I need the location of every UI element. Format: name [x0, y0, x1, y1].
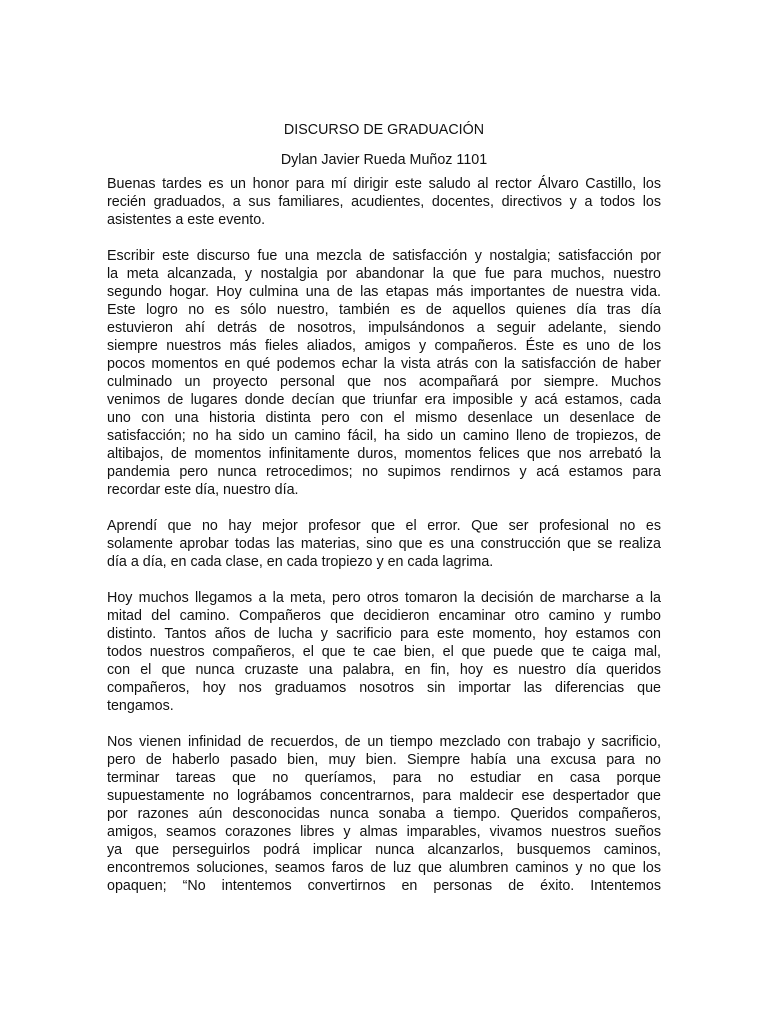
- author-line: Dylan Javier Rueda Muñoz 1101: [280, 152, 488, 168]
- paragraph: [107, 589, 661, 715]
- paragraph: [107, 175, 661, 229]
- text-line: ya que perseguirlos podrá implicar nunca alcanzarlos, busquemos caminos,: [107, 842, 661, 858]
- text-line: mitad del camino. Compañeros que decidieron encaminar otro camino y rumbo: [107, 608, 661, 624]
- text-line: Escribir este discurso fue una mezcla de satisfacción y nostalgia; satisfacción por: [107, 248, 661, 264]
- text-line: segundo hogar. Hoy culmina una de las etapas más importantes de nuestra vida.: [107, 284, 661, 300]
- text-line: pocos momentos en qué podemos echar la vista atrás con la satisfacción de haber: [107, 356, 661, 372]
- text-line: distinto. Tantos años de lucha y sacrificio para este momento, hoy estamos con: [107, 626, 661, 642]
- text-line: terminar tareas que no queríamos, para no estudiar en casa porque: [107, 770, 661, 786]
- text-line: uno con una historia distinta pero con el mismo desenlace un desenlace de: [107, 410, 661, 426]
- text-line: asistentes a este evento.: [107, 212, 266, 228]
- text-line: la meta alcanzada, y nostalgia por abandonar la que fue para muchos, nuestro: [107, 266, 661, 282]
- speech-text: [107, 175, 661, 895]
- text-line: estuvieron ahí detrás de nosotros, impulsándonos a seguir adelante, siendo: [107, 320, 661, 336]
- text-line: recién graduados, a sus familiares, acudientes, docentes, directivos y a todos los: [107, 194, 661, 210]
- text-line: pero de haberlo pasado bien, muy bien. Siempre había una excusa para no: [107, 752, 661, 768]
- text-line: Nos vienen infinidad de recuerdos, de un tiempo mezclado con trabajo y sacrificio,: [107, 734, 661, 750]
- text-line: pandemia pero nunca retrocedimos; no supimos rendirnos y acá estamos para: [107, 464, 661, 480]
- text-line: culminado un proyecto personal que nos acompañará por siempre. Muchos: [107, 374, 661, 390]
- paragraph: [107, 733, 661, 895]
- text-line: Buenas tardes es un honor para mí dirigir este saludo al rector Álvaro Castillo, los: [107, 176, 661, 192]
- text-line: siempre nuestros más fieles aliados, amigos y compañeros. Éste es uno de los: [107, 338, 661, 354]
- text-line: opaquen; “No intentemos convertirnos en personas de éxito. Intentemos: [107, 878, 661, 894]
- text-line: tengamos.: [107, 698, 174, 714]
- paragraph: [107, 517, 661, 571]
- text-line: solamente aprobar todas las materias, sino que es una construcción que se realiza: [107, 536, 661, 552]
- text-line: con el que nunca cruzaste una palabra, en fin, hoy es nuestro día queridos: [107, 662, 661, 678]
- text-line: encontremos soluciones, seamos faros de luz que alumbren caminos y no que los: [107, 860, 661, 876]
- text-line: Hoy muchos llegamos a la meta, pero otros tomaron la decisión de marcharse a la: [107, 590, 661, 606]
- text-line: recordar este día, nuestro día.: [107, 482, 299, 498]
- document-title: DISCURSO DE GRADUACIÓN: [283, 122, 485, 138]
- text-line: venimos de lugares donde decían que triunfar era imposible y acá estamos, cada: [107, 392, 661, 408]
- text-line: amigos, seamos corazones libres y almas imparables, vivamos nuestros sueños: [107, 824, 661, 840]
- text-line: todos nuestros compañeros, el que te cae bien, el que puede que te caiga mal,: [107, 644, 661, 660]
- document-body: [107, 121, 661, 895]
- text-line: altibajos, de momentos infinitamente duros, momentos felices que nos arrebató la: [107, 446, 661, 462]
- text-line: Este logro no es sólo nuestro, también es de aquellos quienes día tras día: [107, 302, 661, 318]
- text-line: por razones aún desconocidas nunca sonaba a tiempo. Queridos compañeros,: [107, 806, 661, 822]
- text-line: día a día, en cada clase, en cada tropiezo y en cada lagrima.: [107, 554, 494, 570]
- text-line: Aprendí que no hay mejor profesor que el error. Que ser profesional no es: [107, 518, 661, 534]
- text-line: compañeros, hoy nos graduamos nosotros sin importar las diferencias que: [107, 680, 661, 696]
- text-line: satisfacción; no ha sido un camino fácil, ha sido un camino lleno de tropiezos, de: [107, 428, 661, 444]
- paragraph: [107, 247, 661, 499]
- text-line: supuestamente no lográbamos concentrarnos, para maldecir ese despertador que: [107, 788, 661, 804]
